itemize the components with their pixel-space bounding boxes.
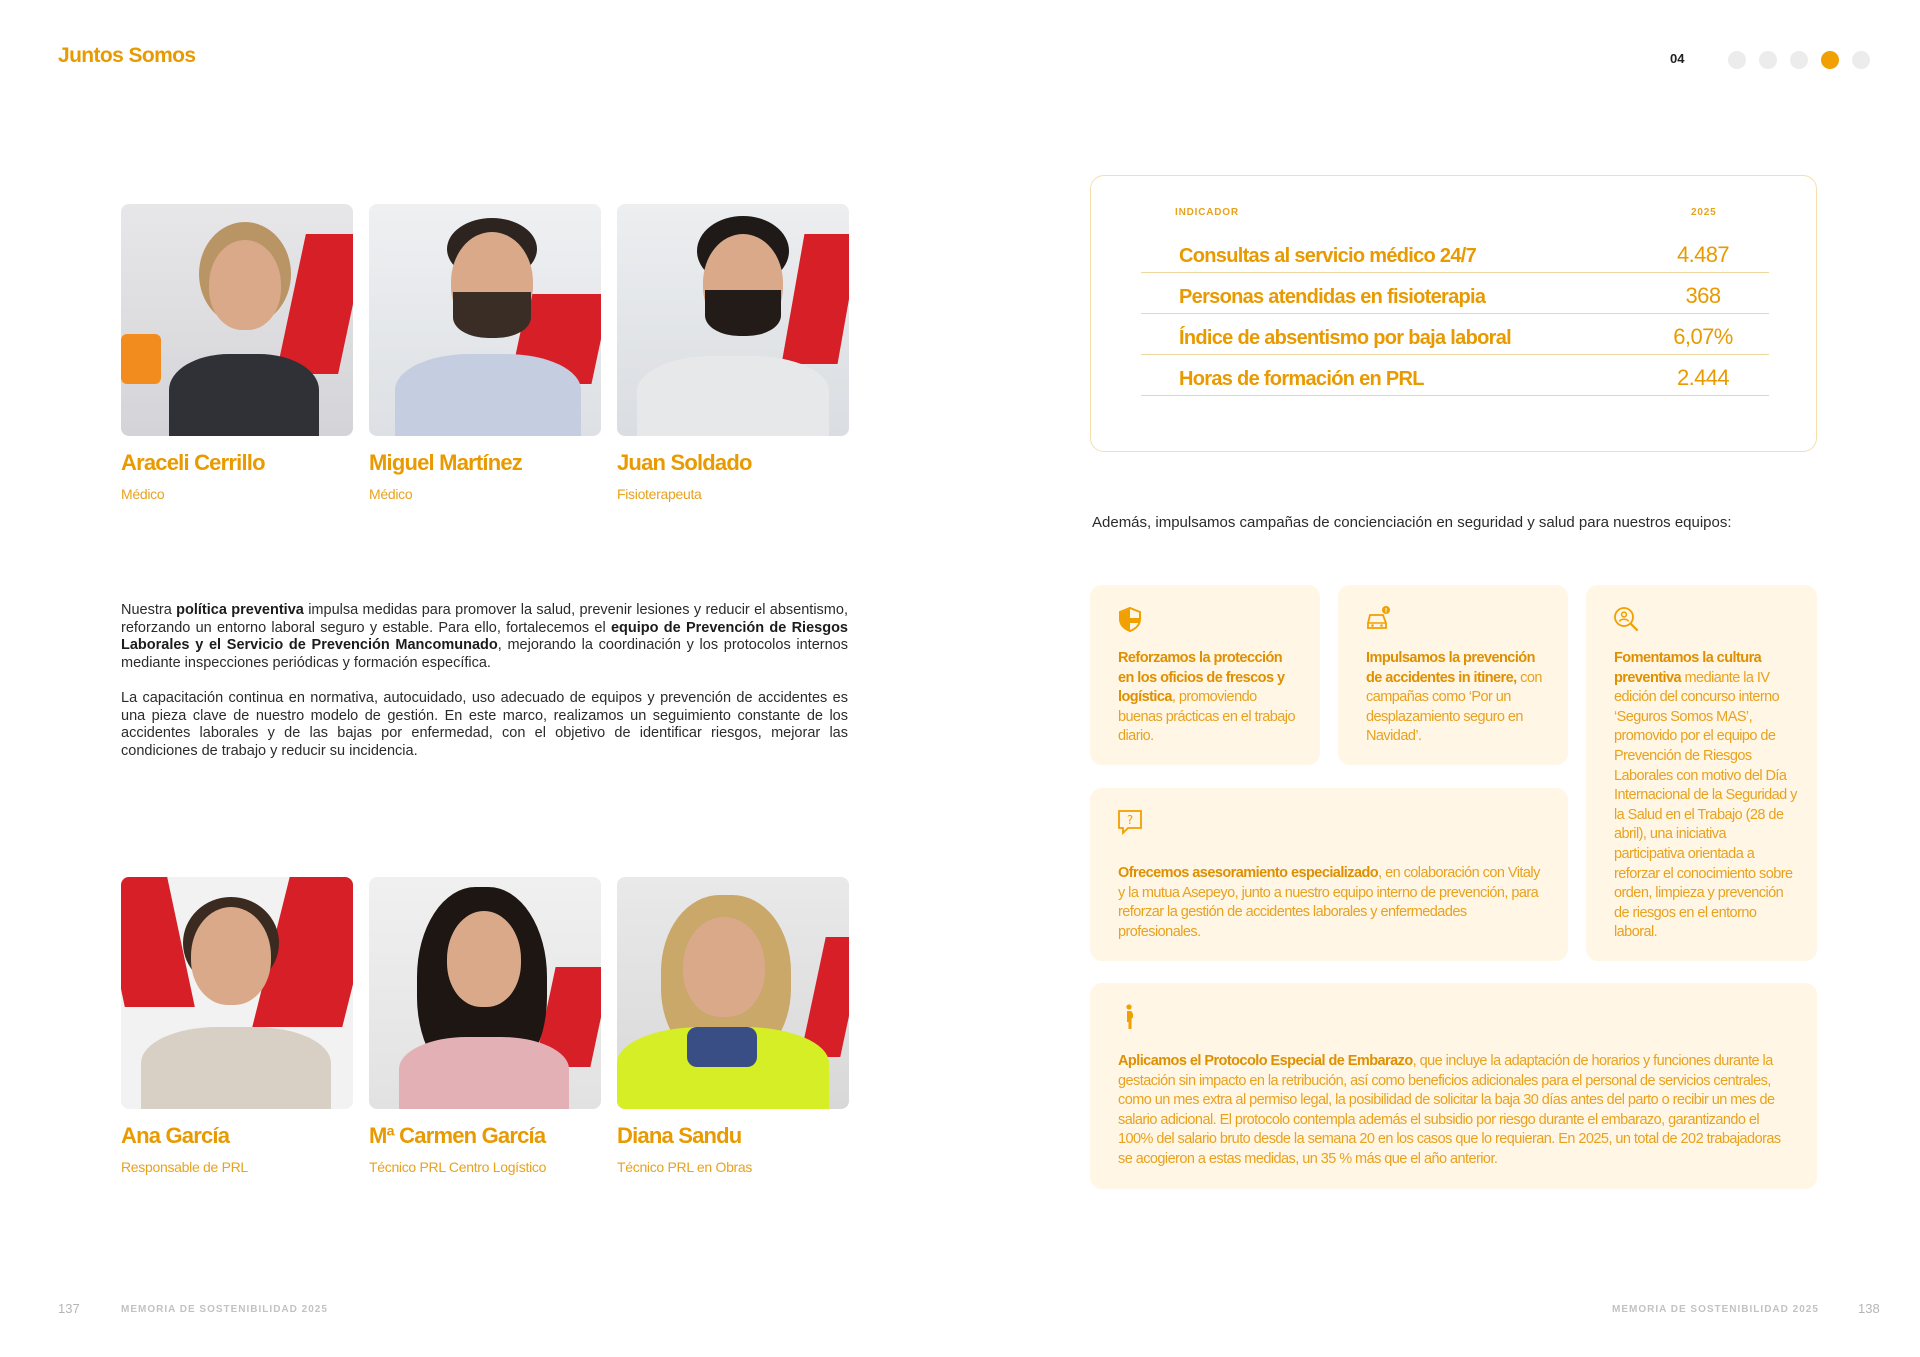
indicator-value: 6,07%	[1673, 324, 1733, 349]
table-row	[1141, 355, 1769, 396]
person-name: Diana Sandu	[617, 1123, 742, 1148]
person-photo	[617, 204, 849, 436]
person-card	[617, 877, 849, 1175]
person-photo	[617, 877, 849, 1109]
section-dot-2[interactable]	[1759, 51, 1777, 69]
person-photo	[369, 204, 601, 436]
indicator-label: Consultas al servicio médico 24/7	[1179, 245, 1477, 267]
person-role: Técnico PRL Centro Logístico	[369, 1159, 547, 1175]
footer-label-right: MEMORIA DE SOSTENIBILIDAD 2025	[1612, 1304, 1819, 1315]
svg-text:?: ?	[1126, 813, 1134, 827]
person-role: Médico	[121, 486, 165, 502]
section-dot-1[interactable]	[1728, 51, 1746, 69]
campaign-card-itinere	[1338, 585, 1568, 765]
card-text: Fomentamos la cultura preventiva mediante la IV edición del concurso interno ‘Seguros Somos MAS’, promovido por el equipo de Prevención de Riesgos Laborales con motivo del Día Internacional de la Seguridad y la Salud en el Trabajo (28 de abril), una iniciativa participativa orientada a reforzar el conocimiento sobre orden, limpieza y prevención de riesgos en el entorno laboral.	[1614, 650, 1797, 941]
person-card	[617, 204, 849, 502]
indicator-value: 2.444	[1676, 365, 1730, 390]
pregnant-icon	[1116, 1003, 1144, 1031]
table-row	[1141, 232, 1769, 273]
person-name: Araceli Cerrillo	[121, 450, 265, 475]
person-name: Mª Carmen García	[369, 1123, 546, 1148]
person-role: Fisioterapeuta	[617, 486, 702, 502]
person-name: Miguel Martínez	[369, 450, 523, 475]
indicator-label: Horas de formación en PRL	[1179, 368, 1424, 390]
card-text: Impulsamos la prevención de accidentes in itinere, con campañas como ‘Por un desplazamiento seguro en Navidad’.	[1366, 650, 1542, 745]
person-photo	[121, 204, 353, 436]
person-name: Ana García	[121, 1123, 230, 1148]
card-text: Aplicamos el Protocolo Especial de Embarazo, que incluye la adaptación de horarios y funciones durante la gestación sin impacto en la retribución, así como beneficios adicionales para el personal de servicios centrales, como un mes extra al permiso legal, la posibilidad de solicitar la baja 30 días antes del parto o recibir un mes de salario adicional. El protocolo contempla además el subsidio por riesgo durante el embarazo, garantizando el 100% del salario bruto desde la semana 20 en los casos que lo requieran. En 2025, un total de 202 trabajadoras se acogieron a estas medidas, un 35 % más que el año anterior.	[1118, 1053, 1781, 1167]
campaign-card-pregnancy	[1090, 983, 1817, 1189]
table-row	[1141, 314, 1769, 355]
card-text: Reforzamos la protección en los oficios de frescos y logística, promoviendo buenas prácticas en el trabajo diario.	[1118, 650, 1295, 745]
shield-icon	[1116, 605, 1144, 633]
person-photo	[121, 877, 353, 1109]
campaigns-intro: Además, impulsamos campañas de concienciación en seguridad y salud para nuestros equipos:	[1092, 514, 1732, 531]
person-name: Juan Soldado	[617, 450, 752, 475]
page-number-left: 137	[58, 1301, 80, 1316]
paragraph-prevention-policy: Nuestra política preventiva impulsa medidas para promover la salud, prevenir lesiones y reducir el absentismo, reforzando un entorno laboral seguro y estable. Para ello, fortalecemos el equipo de Prevención de Riesgos Laborales y el Servicio de Prevención Mancomunado, mejorando la coordinación y los protocolos internos mediante inspecciones periódicas y formación específica.	[121, 602, 848, 671]
indicator-table	[1090, 175, 1817, 452]
person-card	[369, 204, 601, 502]
footer-label-left: MEMORIA DE SOSTENIBILIDAD 2025	[121, 1304, 328, 1315]
indicator-value: 4.487	[1676, 242, 1730, 267]
campaign-card-advice	[1090, 788, 1568, 961]
campaign-card-culture	[1586, 585, 1817, 961]
section-dot-4-active[interactable]	[1821, 51, 1839, 69]
section-dot-5[interactable]	[1852, 51, 1870, 69]
indicator-label: Personas atendidas en fisioterapia	[1179, 286, 1486, 308]
column-header-indicator: INDICADOR	[1175, 207, 1239, 218]
question-chat-icon	[1116, 808, 1144, 836]
person-role: Técnico PRL en Obras	[617, 1159, 753, 1175]
section-number: 04	[1670, 51, 1685, 66]
card-text: Ofrecemos asesoramiento especializado, en colaboración con Vitaly y la mutua Asepeyo, junto a nuestro equipo interno de prevención, para reforzar la gestión de accidentes laborales y enfermedades profesionales.	[1118, 865, 1540, 940]
table-row	[1141, 273, 1769, 314]
campaign-card-logistics	[1090, 585, 1320, 765]
person-role: Responsable de PRL	[121, 1159, 248, 1175]
section-pagination	[1728, 51, 1870, 69]
car-alert-icon	[1364, 605, 1392, 633]
indicator-label: Índice de absentismo por baja laboral	[1179, 327, 1511, 349]
svg-text:!: !	[1384, 607, 1388, 615]
person-card	[121, 204, 353, 502]
person-photo	[369, 877, 601, 1109]
person-role: Médico	[369, 486, 413, 502]
paragraph-training: La capacitación continua en normativa, autocuidado, uso adecuado de equipos y prevención de accidentes es una pieza clave de nuestro modelo de gestión. En este marco, realizamos un seguimiento constante de los accidentes laborales y de las bajas por enfermedad, con el objetivo de identificar riesgos, mejorar las condiciones de trabajo y reducir su incidencia.	[121, 690, 848, 759]
person-card	[369, 877, 601, 1175]
indicator-value: 368	[1685, 283, 1721, 308]
page-number-right: 138	[1858, 1301, 1880, 1316]
section-dot-3[interactable]	[1790, 51, 1808, 69]
column-header-year: 2025	[1691, 207, 1717, 218]
brand-title: Juntos Somos	[58, 44, 196, 67]
person-card	[121, 877, 353, 1175]
search-person-icon	[1612, 605, 1640, 633]
